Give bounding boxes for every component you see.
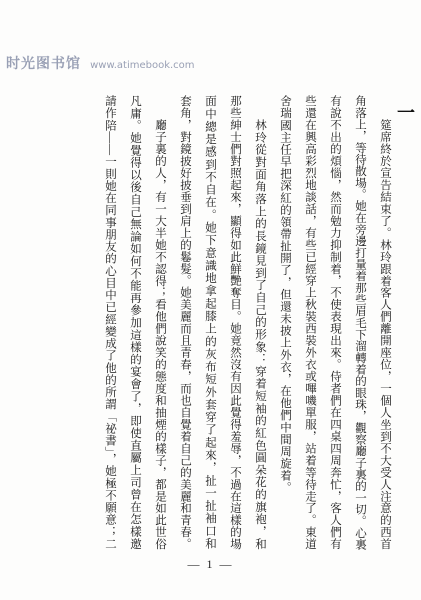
- text-column: 筵席終於宣告結束了。林玲跟着客人們離開座位，一個人坐到不大受人注意的西首: [379, 119, 391, 550]
- watermark-site-name: 时光图书馆: [6, 56, 81, 72]
- text-column: 有說不出的煩惱，然而勉力抑制着，不使表現出來。侍者們在四桌四周奔忙，客人們有: [329, 95, 341, 550]
- text-column: 些還在興高彩烈地談話，有些已經穿上秋裝西裝外衣或嗶嘰單服，站着等待走了。東道: [304, 95, 316, 550]
- text-column: 面中總是感到不自在。她下意識地拿起膝上的灰布短外套穿了起來，扯一扯袖口和: [204, 95, 216, 550]
- page-number: — 1 —: [187, 557, 234, 571]
- watermark: [6, 53, 195, 73]
- watermark-url: www.atimebook.com: [90, 60, 195, 71]
- text-column: 套角，對鏡披好披垂到肩上的鬈髮。她美麗而且青春，而也自覺着自己的美麗和青春。: [179, 95, 191, 550]
- text-column: 廳子裏的人，有一大半她不認得；看他們說笑的態度和抽煙的樣子，都是如此世俗: [154, 119, 166, 550]
- text-column: 林玲從對面角落上的長鏡見到了自己的形象：穿着短袖的紅色圓朵花的旗袍，和: [254, 119, 266, 550]
- text-column: 角落上，等待散場。她在旁邊打量着那些眉毛下溜轉着的眼珠，觀察廳子裏的一切。心裏: [354, 95, 366, 550]
- text-column: 凡庸。她覺得以後自己無論如何不能再參加這樣的宴會了，即使直屬上司曾在怎樣邀: [129, 95, 141, 550]
- text-column: 舍瑞國主任早把深紅的領帶扯開了，但還未披上外衣，在他們中間周旋着。: [279, 95, 291, 494]
- text-column: 那些紳士們對照起來，顯得如此鮮艷奪目。她竟然沒有因此覺得羞辱，不過在這樣的場: [229, 95, 241, 550]
- chapter-number: 一: [397, 103, 415, 123]
- text-column: 請作陪——一則她在同事朋友的心目中已經變成了他的所謂「祕書」，她極不願意；二: [104, 95, 116, 550]
